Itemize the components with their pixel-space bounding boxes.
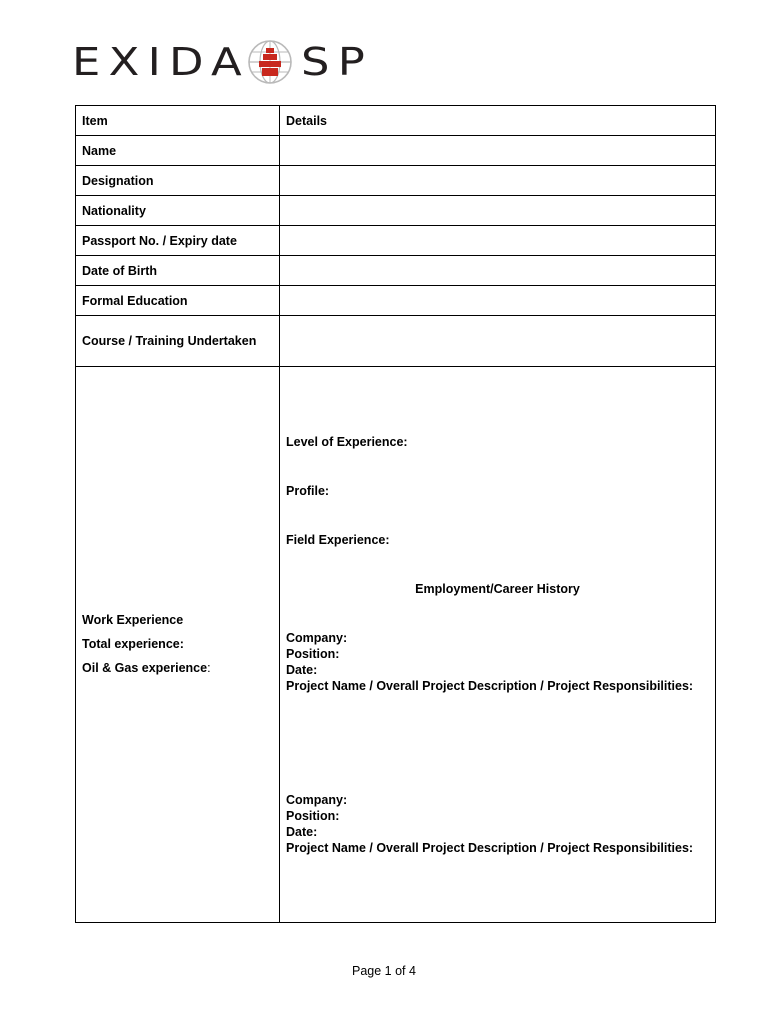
name-value-cell[interactable] (280, 136, 716, 166)
nationality-value-cell[interactable] (280, 196, 716, 226)
row-label: Date of Birth (76, 256, 280, 286)
row-label: Name (76, 136, 280, 166)
oil-gas-text: Oil & Gas experience (82, 660, 208, 675)
table-row (76, 256, 716, 286)
row-label: Formal Education (76, 286, 280, 316)
company-logo (72, 38, 373, 86)
date-label: Date: (286, 663, 318, 677)
work-experience-row (76, 367, 716, 923)
level-of-experience-label: Level of Experience: (286, 435, 408, 449)
dob-value-cell[interactable] (280, 256, 716, 286)
company-label: Company: (286, 631, 348, 645)
designation-value-cell[interactable] (280, 166, 716, 196)
header-item: Item (76, 106, 280, 136)
globe-icon (247, 39, 293, 85)
table-row (76, 136, 716, 166)
page-number: Page 1 of 4 (352, 964, 416, 978)
cv-table (75, 105, 716, 923)
work-experience-labels (76, 367, 280, 923)
position-label: Position: (286, 647, 340, 661)
date-label: Date: (286, 825, 318, 839)
oil-gas-colon: : (207, 660, 211, 675)
employment-history-heading: Employment/Career History (415, 582, 580, 596)
training-value-cell[interactable] (280, 316, 716, 367)
table-row (76, 226, 716, 256)
row-label: Nationality (76, 196, 280, 226)
table-row (76, 166, 716, 196)
education-value-cell[interactable] (280, 286, 716, 316)
work-experience-details[interactable] (280, 367, 716, 923)
table-row (76, 286, 716, 316)
position-label: Position: (286, 809, 340, 823)
passport-value-cell[interactable] (280, 226, 716, 256)
header-details: Details (280, 106, 716, 136)
table-row (76, 196, 716, 226)
table-row (76, 316, 716, 367)
row-label: Course / Training Undertaken (76, 316, 280, 367)
profile-label: Profile: (286, 484, 330, 498)
project-label: Project Name / Overall Project Description / Project Responsibilities: (286, 679, 694, 693)
row-label: Passport No. / Expiry date (76, 226, 280, 256)
project-label: Project Name / Overall Project Description / Project Responsibilities: (286, 841, 694, 855)
row-label: Designation (76, 166, 280, 196)
total-experience-label: Total experience: (82, 636, 184, 651)
field-experience-label: Field Experience: (286, 533, 390, 547)
work-experience-label: Work Experience (82, 612, 184, 627)
company-label: Company: (286, 793, 348, 807)
table-header-row (76, 106, 716, 136)
logo-text-right: SP (300, 40, 373, 84)
logo-text-left: EXIDA (72, 40, 250, 84)
oil-gas-experience-label (82, 661, 273, 685)
